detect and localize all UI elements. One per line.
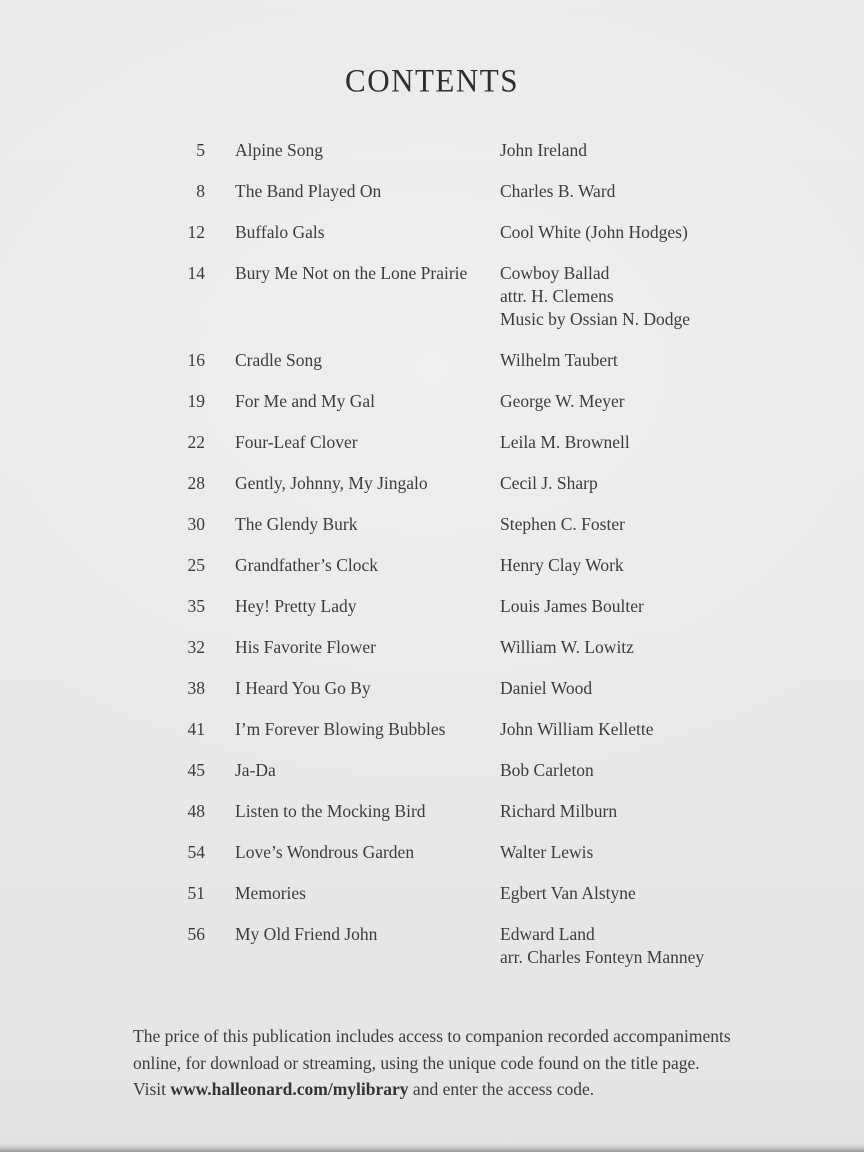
- entry-page-number: 35: [187, 596, 205, 616]
- entry-page-number: 28: [187, 473, 205, 493]
- composer-line: Cecil J. Sharp: [500, 473, 598, 493]
- composer-line: John William Kellette: [500, 719, 654, 739]
- entry-composer: [500, 472, 598, 495]
- composer-line: Henry Clay Work: [500, 555, 624, 575]
- entry-composer: [500, 841, 593, 864]
- entry-page-number: 14: [187, 263, 205, 283]
- footer-url: www.halleonard.com/mylibrary: [170, 1079, 409, 1099]
- toc-entry: [0, 221, 864, 244]
- composer-line: Cowboy Ballad: [500, 263, 610, 283]
- entry-title: Listen to the Mocking Bird: [235, 801, 426, 821]
- page-title: CONTENTS: [345, 61, 519, 100]
- toc-entry: [0, 390, 864, 413]
- composer-line: Louis James Boulter: [500, 596, 644, 616]
- entry-composer: [500, 390, 625, 413]
- toc-entry: [0, 882, 864, 905]
- composer-line: Edward Land: [500, 924, 595, 944]
- footer-line-3-tail: and enter the access code.: [408, 1079, 595, 1099]
- entry-page-number: 51: [187, 883, 205, 903]
- entry-page-number: 22: [187, 432, 205, 452]
- toc-entry: [0, 180, 864, 203]
- composer-line: Stephen C. Foster: [500, 514, 625, 534]
- entry-composer: [500, 349, 618, 372]
- entry-title: Bury Me Not on the Lone Prairie: [235, 263, 468, 283]
- entry-title: Grandfather’s Clock: [235, 555, 379, 575]
- composer-line: Music by Ossian N. Dodge: [500, 309, 691, 329]
- footer-note: [133, 1023, 773, 1103]
- footer-line-3: [133, 1076, 773, 1103]
- entry-title: Ja-Da: [235, 760, 276, 780]
- toc-entry: [0, 431, 864, 454]
- entry-title: Four-Leaf Clover: [235, 432, 358, 452]
- entry-composer: [500, 221, 688, 244]
- toc-entry: [0, 349, 864, 372]
- entry-composer: [500, 636, 634, 659]
- entry-page-number: 16: [187, 350, 205, 370]
- entry-page-number: 38: [187, 678, 205, 698]
- entry-page-number: 32: [187, 637, 205, 657]
- entry-page-number: 54: [187, 842, 205, 862]
- toc-entry: [0, 513, 864, 536]
- composer-line: attr. H. Clemens: [500, 286, 614, 306]
- entry-composer: [500, 180, 615, 203]
- composer-line: Egbert Van Alstyne: [500, 883, 636, 903]
- footer-line-1: The price of this publication includes access to companion recorded accompaniments: [133, 1026, 731, 1046]
- toc-entry: [0, 472, 864, 495]
- entry-page-number: 8: [196, 181, 205, 201]
- toc-entry: [0, 841, 864, 864]
- composer-line: Cool White (John Hodges): [500, 222, 688, 242]
- entry-title: The Band Played On: [235, 181, 382, 201]
- entry-page-number: 19: [187, 391, 205, 411]
- toc-entry: [0, 800, 864, 823]
- entry-page-number: 12: [187, 222, 205, 242]
- composer-line: Charles B. Ward: [500, 181, 616, 201]
- entry-page-number: 25: [187, 555, 205, 575]
- entry-composer: [500, 595, 644, 618]
- entry-composer: [500, 139, 587, 162]
- entry-title: Hey! Pretty Lady: [235, 596, 357, 616]
- entry-title: The Glendy Burk: [235, 514, 358, 534]
- composer-line: Walter Lewis: [500, 842, 594, 862]
- entry-title: Cradle Song: [235, 350, 323, 370]
- entry-composer: [500, 677, 592, 700]
- composer-line: Wilhelm Taubert: [500, 350, 618, 370]
- composer-line: Richard Milburn: [500, 801, 618, 821]
- entry-title: Buffalo Gals: [235, 222, 325, 242]
- composer-line: arr. Charles Fonteyn Manney: [500, 947, 705, 967]
- toc-entry: [0, 759, 864, 782]
- composer-line: Bob Carleton: [500, 760, 594, 780]
- composer-line: William W. Lowitz: [500, 637, 634, 657]
- toc-entry: [0, 718, 864, 741]
- entry-page-number: 41: [187, 719, 205, 739]
- entry-composer: [500, 554, 624, 577]
- entry-title: My Old Friend John: [235, 924, 378, 944]
- entry-composer: [500, 759, 594, 782]
- entry-title: I Heard You Go By: [235, 678, 371, 698]
- entry-composer: [500, 923, 704, 969]
- entry-title: I’m Forever Blowing Bubbles: [235, 719, 446, 739]
- entry-composer: [500, 718, 654, 741]
- footer-line-3-lead: Visit: [133, 1079, 171, 1099]
- toc-entry: [0, 554, 864, 577]
- entry-page-number: 5: [196, 140, 205, 160]
- entry-composer: [500, 431, 630, 454]
- toc-entry: [0, 262, 864, 331]
- entry-title: Gently, Johnny, My Jingalo: [235, 473, 428, 493]
- composer-line: John Ireland: [500, 140, 587, 160]
- toc-entry: [0, 923, 864, 969]
- entry-composer: [500, 513, 625, 536]
- composer-line: Leila M. Brownell: [500, 432, 630, 452]
- entry-title: His Favorite Flower: [235, 637, 376, 657]
- toc-entry: [0, 139, 864, 162]
- footer-line-2: online, for download or streaming, using the unique code found on the title page.: [133, 1052, 700, 1073]
- entry-page-number: 45: [187, 760, 205, 780]
- entry-page-number: 30: [187, 514, 205, 534]
- entry-composer: [500, 800, 617, 823]
- entry-title: Love’s Wondrous Garden: [235, 842, 415, 862]
- composer-line: George W. Meyer: [500, 391, 625, 411]
- toc-entry: [0, 595, 864, 618]
- entry-composer: [500, 262, 690, 331]
- entry-page-number: 48: [187, 801, 205, 821]
- entry-page-number: 56: [187, 924, 205, 944]
- entry-composer: [500, 882, 636, 905]
- toc-entry: [0, 636, 864, 659]
- toc-list: [0, 139, 864, 969]
- entry-title: For Me and My Gal: [235, 391, 375, 411]
- toc-entry: [0, 677, 864, 700]
- entry-title: Memories: [235, 883, 306, 903]
- composer-line: Daniel Wood: [500, 678, 593, 698]
- entry-title: Alpine Song: [235, 140, 323, 160]
